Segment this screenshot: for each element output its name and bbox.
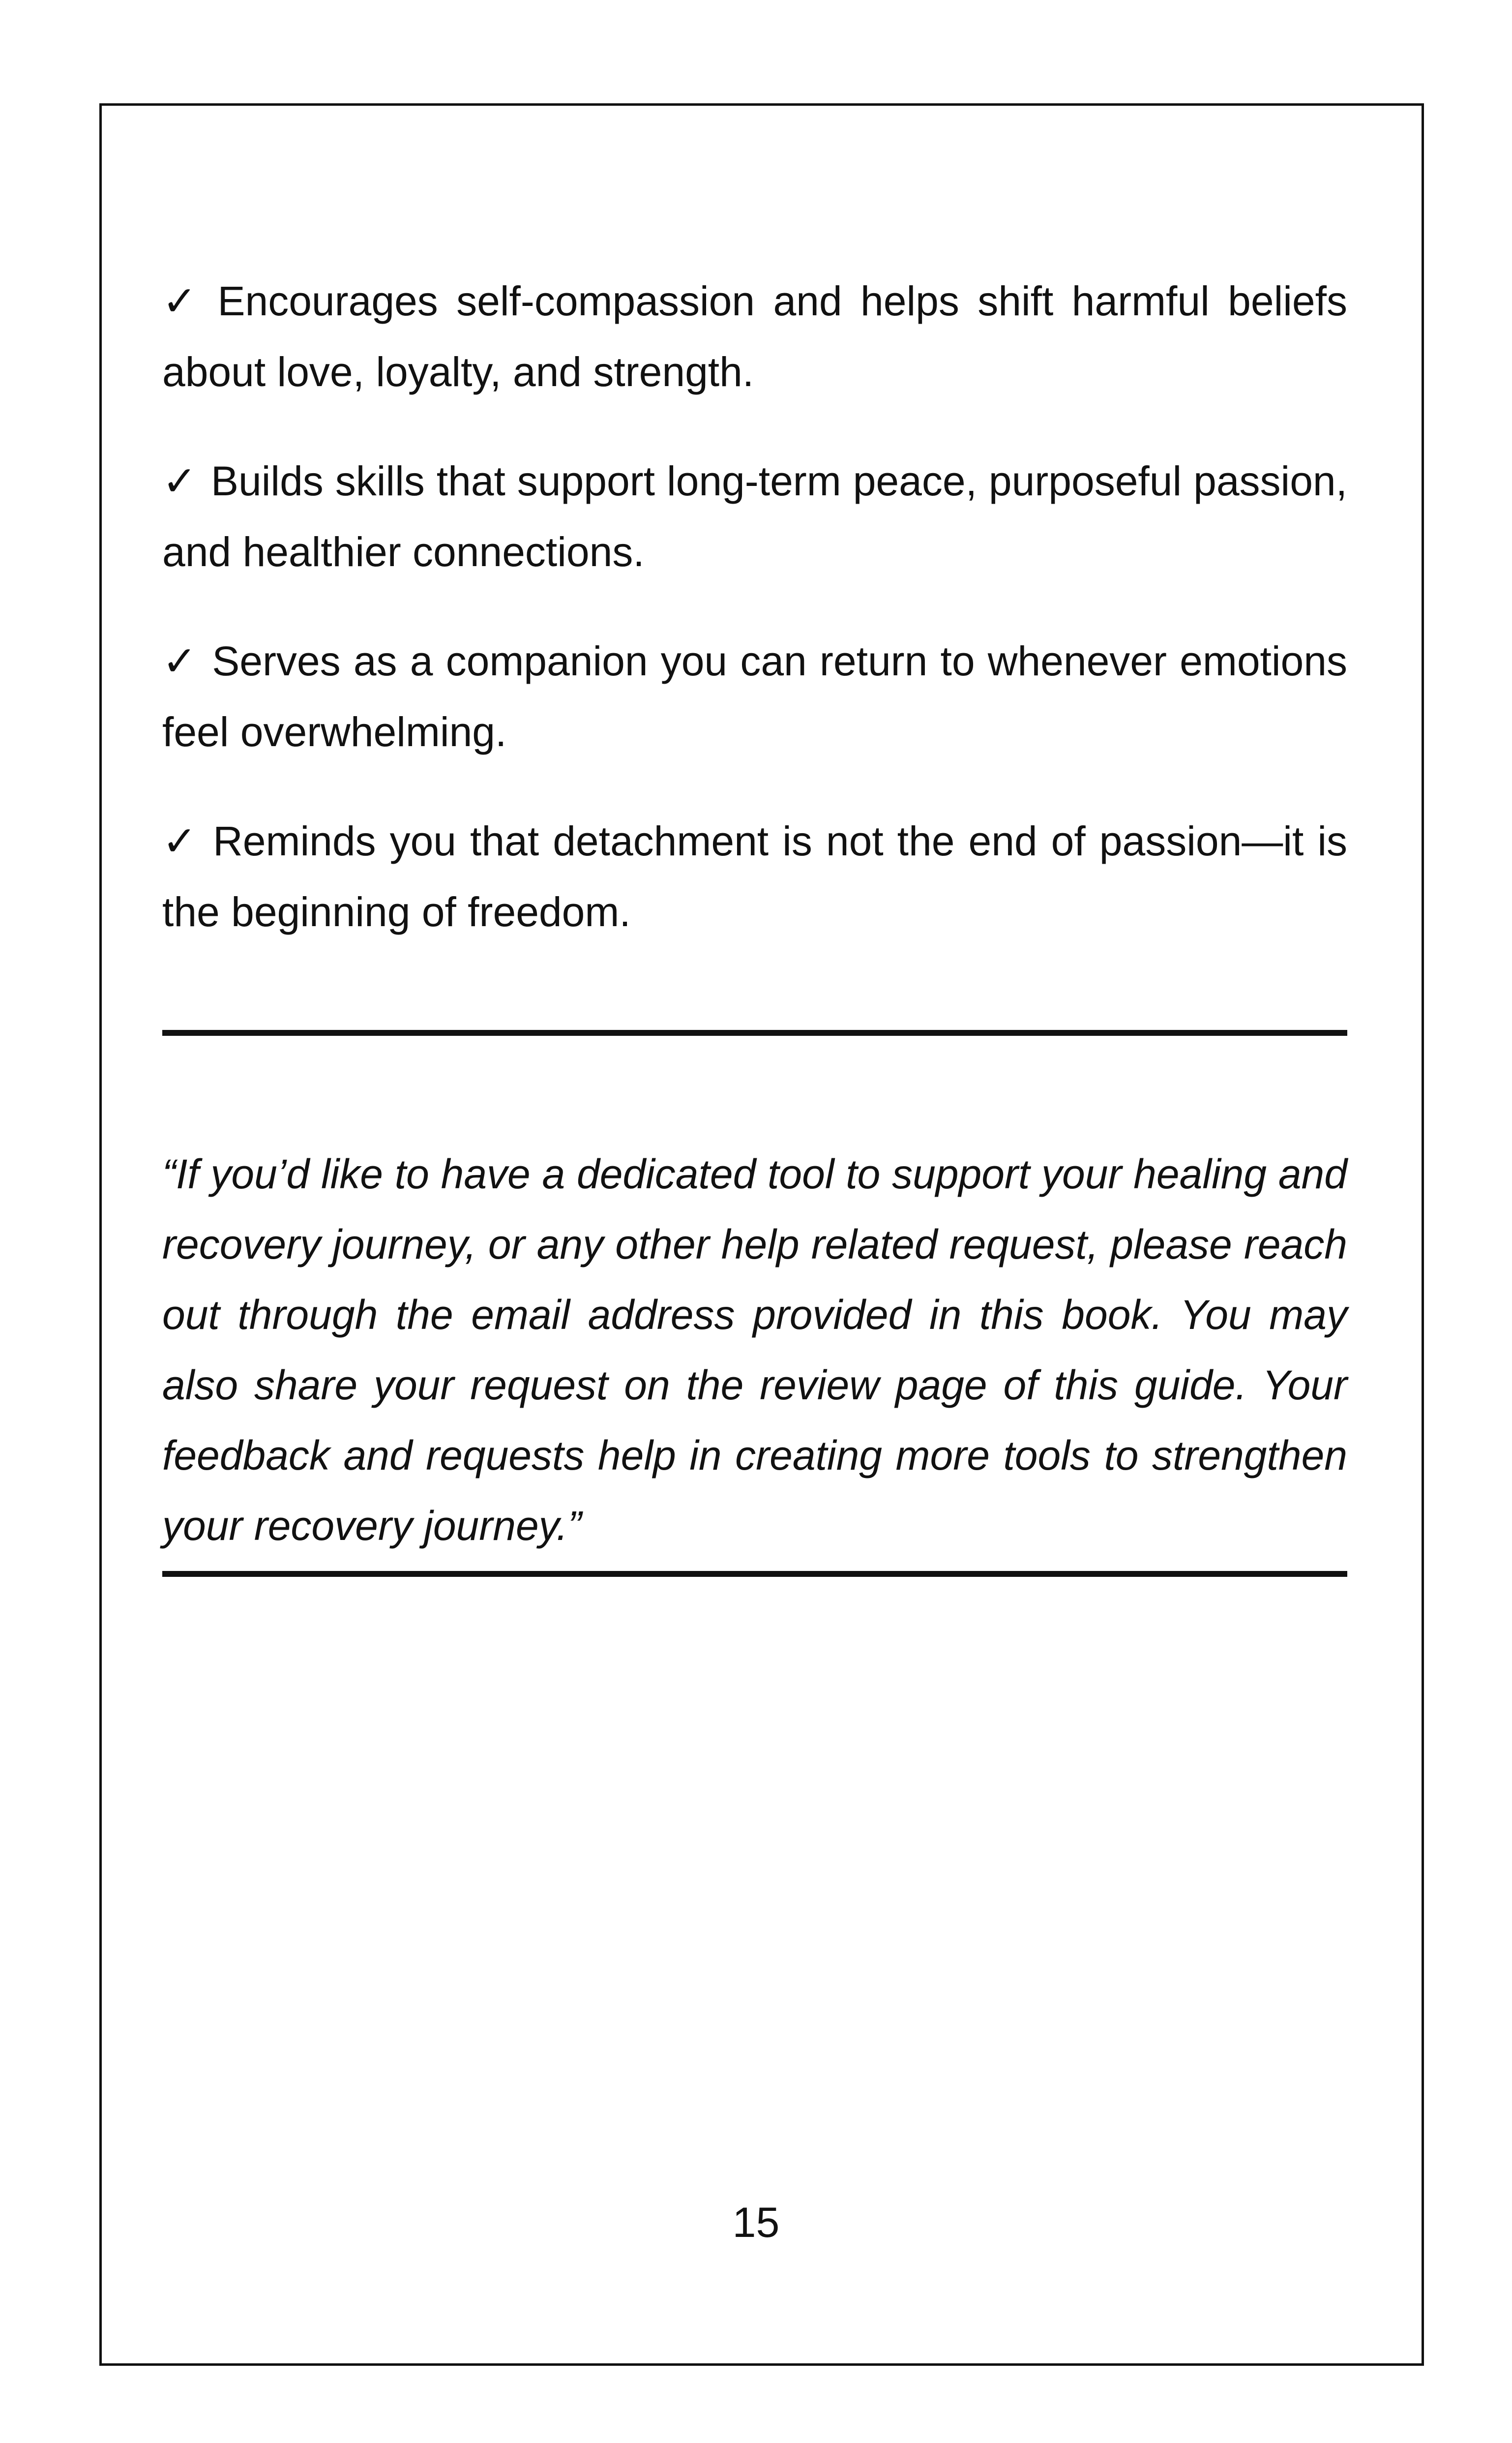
checkmark-icon: ✓ xyxy=(162,278,204,324)
benefit-item xyxy=(162,266,1347,407)
divider-bottom xyxy=(162,1571,1347,1577)
benefit-item xyxy=(162,626,1347,767)
benefit-text: Reminds you that detachment is not the end of passion—it is the beginning of freedom. xyxy=(162,818,1348,935)
checkmark-icon: ✓ xyxy=(162,638,199,684)
page-content xyxy=(162,266,1347,1577)
benefit-text: Builds skills that support long-term peace, purposeful passion, and healthier connections. xyxy=(162,458,1347,575)
checkmark-icon: ✓ xyxy=(162,458,198,504)
divider-top xyxy=(162,1030,1347,1036)
benefit-item xyxy=(162,446,1347,587)
request-quote: “If you’d like to have a dedicated tool to support your healing and recovery journey, or any other help related request, please reach out through the email address provided in this book. You may also share your request on the review page of this guide. Your feedback and requests help in creating more tools to strengthen your recovery journey.” xyxy=(162,1151,1347,1549)
checkmark-icon: ✓ xyxy=(162,818,200,864)
benefit-text: Serves as a companion you can return to whenever emotions feel overwhelming. xyxy=(162,638,1347,755)
benefit-text: Encourages self-compassion and helps shift harmful beliefs about love, loyalty, and strength. xyxy=(162,278,1347,395)
benefit-item xyxy=(162,806,1347,947)
page-number: 15 xyxy=(732,2199,780,2246)
